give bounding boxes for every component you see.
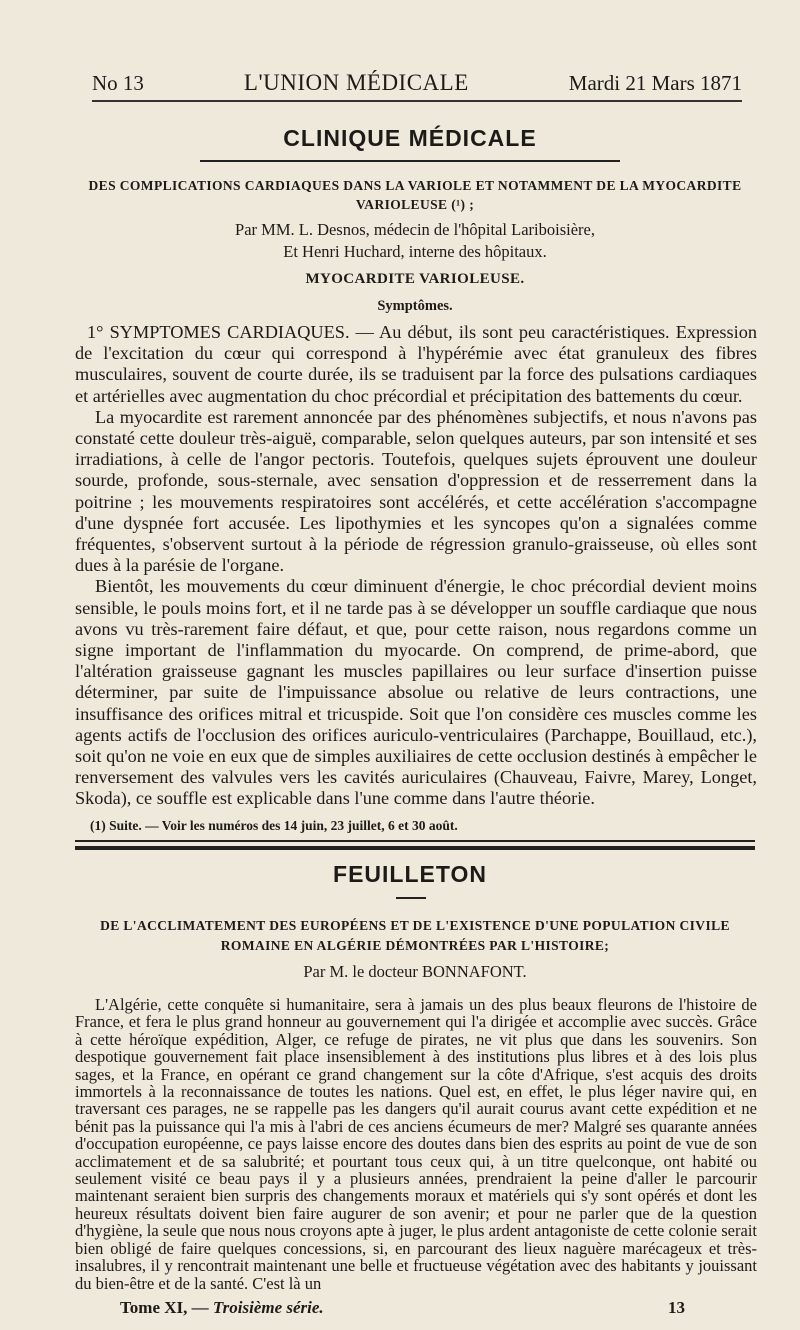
feuilleton-body [75,996,757,1292]
issue-date: Mardi 21 Mars 1871 [568,71,742,95]
clinique-title: CLINIQUE MÉDICALE [283,125,537,151]
clinique-author-2: Et Henri Huchard, interne des hôpitaux. [283,242,547,261]
feuilleton-author: Par M. le docteur BONNAFONT. [303,962,527,981]
feuilleton-dash [396,897,426,899]
clinique-subtitle-2: VARIOLEUSE (¹) ; [355,197,475,212]
page-number: 13 [668,1298,685,1317]
feuilleton-subtitle-1: DE L'ACCLIMATEMENT DES EUROPÉENS ET DE L'EXISTENCE D'UNE POPULATION CIVILE [100,918,730,933]
clinique-author-1: Par MM. L. Desnos, médecin de l'hôpital Lariboisière, [235,220,595,239]
subheading: Symptômes. [377,298,453,314]
feuilleton-paragraph: L'Algérie, cette conquête si humanitaire, sera à jamais un des plus beaux fleurons de l'histoire de France, et fera le plus grand honneur au gouvernement qui l'a dirigée et accomplie avec succès. Grâce à cette héroïque expédition, Alger, ce refuge de pirates, ne vit plus que dans les souvenirs. Son despotique gouvernement fait place insensiblement à des institutions plus libres et à des lois plus sages, et la France, en opérant ce grand changement sur la côte d'Afrique, s'est acquis des droits immortels à la reconnaissance de toutes les nations. Quel est, en effet, le plus léger navire qui, en traversant ces parages, ne se rappelle pas les dangers qu'il aurait courus avant cette expédition et ne bénit pas la puissance qui l'a mis à l'abri de ces anciens écumeurs de mer? Malgré ses quarante années d'occupation européenne, ce pays laisse encore des doutes dans bien des esprits au point de vue de son acclimatement et de sa salubrité; et pourtant tous ceux qui, à un titre quelconque, ont habité ou seulement visité ce beau pays il y a plusieurs années, prendraient la peine d'aller le parcourir maintenant seraient bien surpris des changements moraux et matériels qui s'y sont opérés et dont les heureux résultats doivent bien faire augurer de son avenir; et pour ne parler que de la question d'hygiène, la seule que nous nous croyons apte à juger, le plus ardent antagoniste de cette colonie serait bien obligé de faire quelques concessions, si, en parcourant des lieux naguère marécageux et très-insalubres, il y rencontrait maintenant une belle et fructueuse végétation avec des habitants y jouissant du bien-être et de la santé. C'est là un [75,995,757,1293]
issue-number: No 13 [92,71,144,95]
page-header [92,70,742,102]
clinique-body [75,322,757,810]
footer-series: Troisième série. [212,1298,324,1317]
title-rule [200,160,620,162]
separator-top [75,840,755,842]
feuilleton-subtitle-2: ROMAINE EN ALGÉRIE DÉMONTRÉES PAR L'HISTOIRE; [220,938,610,953]
separator-bottom [75,846,755,850]
clinique-subtitle-1: DES COMPLICATIONS CARDIAQUES DANS LA VARIOLE ET NOTAMMENT DE LA MYOCARDITE [88,178,742,193]
footnote: (1) Suite. — Voir les numéros des 14 juin, 23 juillet, 6 et 30 août. [90,818,458,833]
footer-tome: Tome XI, — [120,1298,209,1317]
section-heading: MYOCARDITE VARIOLEUSE. [305,271,525,287]
clinique-paragraph: La myocardite est rarement annoncée par des phénomènes subjectifs, et nous n'avons pas constaté cette douleur très-aiguë, comparable, selon quelques auteurs, par son intensité et ses irradiations, à celle de l'angor pectoris. Toutefois, quelques sujets éprouvent une douleur sourde, profonde, sous-sternale, avec sensation d'oppression et de resserrement dans la poitrine ; les mouvements respiratoires sont accélérés, et cette accélération s'accompagne d'une dyspnée fort accusée. Les lipothymies et les syncopes qu'on a signalées comme fréquentes, s'observent surtout à la période de régression granulo-graisseuse, où elles sont dues à la parésie de l'organe. [75,406,757,576]
journal-title: L'UNION MÉDICALE [243,70,469,95]
feuilleton-title: FEUILLETON [333,861,487,887]
page-footer [120,1298,685,1318]
clinique-paragraph: Bientôt, les mouvements du cœur diminuent d'énergie, le choc précordial devient moins sensible, le pouls moins fort, et il ne tarde pas à se développer un souffle cardiaque que nous avons vu très-rarement faire défaut, et que, pour cette raison, nous regardons comme un signe important de l'inflammation du myocarde. On comprend, de prime-abord, que l'altération graisseuse gagnant les muscles papillaires ou leur surface d'insertion puisse déterminer, par suite de l'impuissance absolue ou relative de leurs contractions, une insuffisance des orifices mitral et tricuspide. Soit que l'on considère ces muscles comme les agents actifs de l'occlusion des orifices auriculo-ventriculaires (Parchappe, Bouillaud, etc.), soit qu'on ne voie en eux que de simples auxiliaires de cette occlusion destinés à empêcher le renversement des valvules vers les cavités auriculaires (Chauveau, Faivre, Marey, Longet, Skoda), ce souffle est explicable dans l'une comme dans l'autre théorie. [75,576,757,809]
clinique-paragraph: 1° SYMPTOMES CARDIAQUES. — Au début, ils sont peu caractéristiques. Expression de l'excitation du cœur qui correspond à l'hypérémie avec état granuleux des fibres musculaires, souvent de courte durée, ils se traduisent par la force des pulsations cardiaques et artérielles avec augmentation du choc précordial et précipitation des battements du cœur. [75,322,757,406]
